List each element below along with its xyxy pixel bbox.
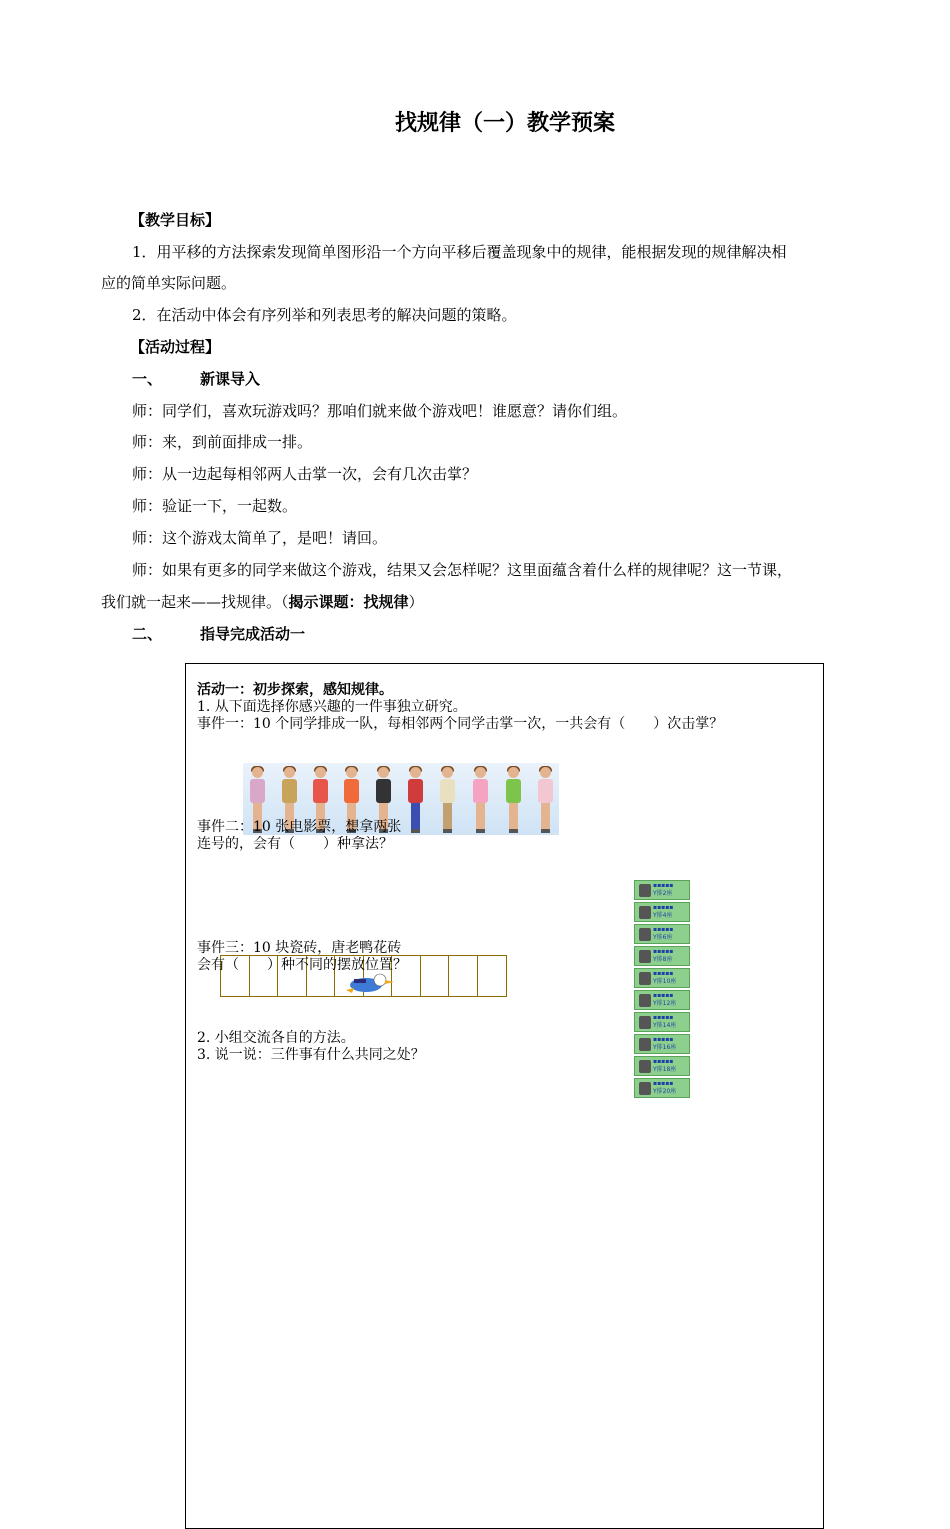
dialogue-1: 师：同学们，喜欢玩游戏吗？那咱们就来做个游戏吧！谁愿意？请你们组。 — [132, 402, 628, 420]
ticket-seat: Y排2座 — [653, 890, 673, 897]
tile-cell — [478, 956, 507, 996]
ticket-seat: Y排12座 — [653, 1000, 677, 1007]
ticket-seat: Y排14座 — [653, 1022, 677, 1029]
dialogue-6-line-1: 师：如果有更多的同学来做这个游戏，结果又会怎样呢？这里面蕴含着什么样的规律呢？这一节课， — [132, 561, 793, 579]
ticket-seat: Y排10座 — [653, 978, 677, 985]
movie-ticket: ▪▪▪▪▪ Y排8座 — [634, 946, 690, 966]
goal-1-line-1: 1．用平移的方法探索发现简单图形沿一个方向平移后覆盖现象中的规律，能根据发现的规律解决相 — [132, 243, 787, 261]
tile-cell — [421, 956, 450, 996]
goal-1-line-2: 应的简单实际问题。 — [101, 274, 237, 292]
activity-heading: 活动一：初步探索，感知规律。 — [197, 682, 393, 698]
event-3-line-1: 事件三：10 块瓷砖，唐老鸭花砖 — [197, 940, 402, 956]
movie-ticket: ▪▪▪▪▪ Y排14座 — [634, 1012, 690, 1032]
dialogue-4: 师：验证一下，一起数。 — [132, 497, 298, 515]
ticket-seat: Y排20座 — [653, 1088, 677, 1095]
dialogue-6-text: 我们就一起来——找规律。（ — [101, 593, 289, 611]
movie-ticket: ▪▪▪▪▪ Y排4座 — [634, 902, 690, 922]
activity-instruction: 1. 从下面选择你感兴趣的一件事独立研究。 — [197, 699, 467, 715]
ticket-seat: Y排6座 — [653, 934, 673, 941]
part-2-title: 指导完成活动一 — [200, 625, 306, 643]
part-1-title: 新课导入 — [200, 370, 261, 388]
activity-step-3: 3. 说一说：三件事有什么共同之处？ — [197, 1047, 425, 1063]
dialogue-6-close: ） — [408, 593, 424, 611]
dialogue-3: 师：从一边起每相邻两人击掌一次，会有几次击掌？ — [132, 465, 478, 483]
ticket-strip — [634, 880, 690, 1100]
part-1-number: 一、 — [132, 370, 163, 388]
tile-cell — [449, 956, 478, 996]
ticket-seat: Y排4座 — [653, 912, 673, 919]
movie-ticket: ▪▪▪▪▪ Y排2座 — [634, 880, 690, 900]
process-heading: 【活动过程】 — [130, 338, 221, 356]
movie-ticket: ▪▪▪▪▪ Y排18座 — [634, 1056, 690, 1076]
ticket-seat: Y排8座 — [653, 956, 673, 963]
goals-heading: 【教学目标】 — [130, 211, 221, 229]
event-3-line-2: 会有（ ）种不同的摆放位置？ — [197, 957, 407, 973]
activity-step-2: 2. 小组交流各自的方法。 — [197, 1030, 355, 1046]
ticket-seat: Y排16座 — [653, 1044, 677, 1051]
lesson-topic: 揭示课题：找规律 — [288, 593, 409, 611]
ticket-seat: Y排18座 — [653, 1066, 677, 1073]
donald-duck-tile-image — [340, 972, 396, 994]
event-2-line-2: 连号的，会有（ ）种拿法？ — [197, 836, 393, 852]
part-2-number: 二、 — [132, 625, 163, 643]
dialogue-5: 师：这个游戏太简单了，是吧！请回。 — [132, 529, 388, 547]
event-2-line-1: 事件二：10 张电影票，想拿两张 — [197, 819, 402, 835]
movie-ticket: ▪▪▪▪▪ Y排6座 — [634, 924, 690, 944]
goal-2: 2．在活动中体会有序列举和列表思考的解决问题的策略。 — [132, 306, 517, 324]
movie-ticket: ▪▪▪▪▪ Y排20座 — [634, 1078, 690, 1098]
page-title: 找规律（一）教学预案 — [394, 111, 615, 136]
dialogue-6-line-2 — [101, 592, 424, 612]
movie-ticket: ▪▪▪▪▪ Y排10座 — [634, 968, 690, 988]
dialogue-2: 师：来，到前面排成一排。 — [132, 433, 313, 451]
movie-ticket: ▪▪▪▪▪ Y排12座 — [634, 990, 690, 1010]
movie-ticket: ▪▪▪▪▪ Y排16座 — [634, 1034, 690, 1054]
event-1: 事件一：10 个同学排成一队，每相邻两个同学击掌一次，一共会有（ ）次击掌？ — [197, 716, 724, 732]
